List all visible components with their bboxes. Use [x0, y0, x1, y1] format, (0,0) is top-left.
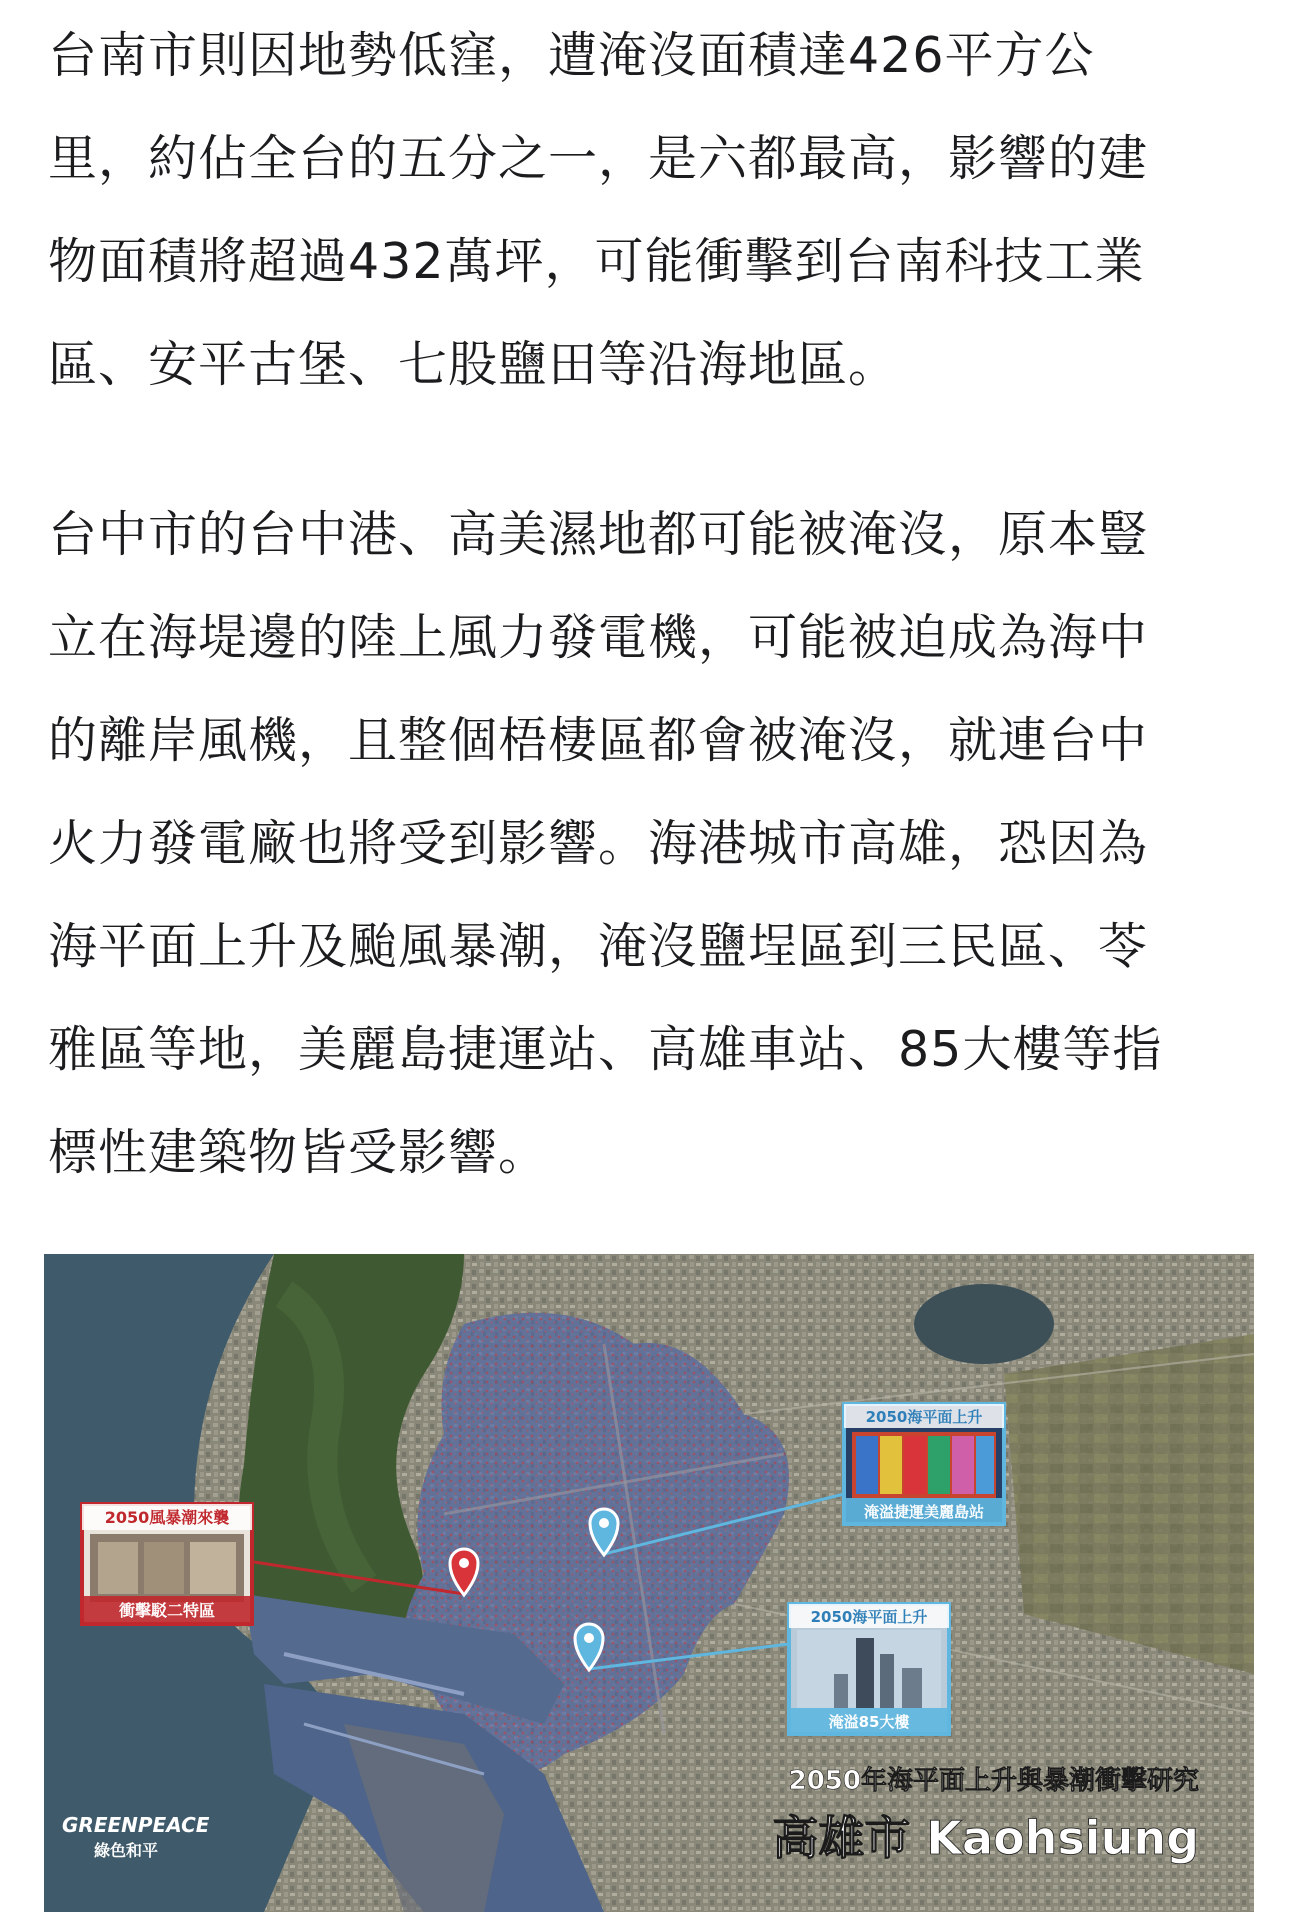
- text-line: 里，約佔全台的五分之一，是六都最高，影響的建: [48, 130, 1149, 187]
- article-body: [48, 0, 1258, 1204]
- map-graphic: [44, 1254, 1254, 1912]
- callout-label: 淹溢85大樓: [828, 1713, 910, 1731]
- callout-85-building: [789, 1604, 949, 1734]
- callout-pier2: [82, 1504, 252, 1624]
- text-line: 雅區等地，美麗島捷運站、高雄車站、85大樓等指: [48, 1021, 1163, 1078]
- callout-formosa-station: [844, 1404, 1004, 1524]
- kaohsiung-flood-map-image[interactable]: [44, 1254, 1254, 1912]
- paragraph-taichung-kaohsiung: [48, 483, 1258, 1204]
- callout-label: 2050風暴潮來襲: [104, 1508, 230, 1527]
- text-line: 台中市的台中港、高美濕地都可能被淹沒，原本豎: [48, 506, 1149, 563]
- paragraph-tainan: [48, 4, 1258, 416]
- text-line: 物面積將超過432萬坪，可能衝擊到台南科技工業: [48, 233, 1145, 290]
- callout-label: 衝擊駁二特區: [118, 1601, 216, 1620]
- text-line: 台南市則因地勢低窪，遭淹沒面積達426平方公: [48, 27, 1095, 84]
- city-title: 高雄市 Kaohsiung: [772, 1811, 1199, 1865]
- text-line: 火力發電廠也將受到影響。海港城市高雄，恐因為: [48, 815, 1149, 872]
- study-title: 2050年海平面上升與暴潮衝擊研究: [788, 1766, 1199, 1796]
- logo-subtext: 綠色和平: [94, 1841, 159, 1860]
- text-line: 立在海堤邊的陸上風力發電機，可能被迫成為海中: [48, 609, 1149, 666]
- callout-label: 淹溢捷運美麗島站: [863, 1503, 985, 1521]
- lake: [914, 1284, 1054, 1364]
- callout-label: 2050海平面上升: [865, 1408, 983, 1426]
- text-line: 的離岸風機，且整個梧棲區都會被淹沒，就連台中: [48, 712, 1149, 769]
- text-line: 標性建築物皆受影響。: [48, 1124, 549, 1181]
- logo-text: GREENPEACE: [62, 1813, 210, 1837]
- text-line: 海平面上升及颱風暴潮，淹沒鹽埕區到三民區、苓: [48, 918, 1149, 975]
- text-line: 區、安平古堡、七股鹽田等沿海地區。: [48, 336, 899, 393]
- callout-label: 2050海平面上升: [810, 1608, 928, 1626]
